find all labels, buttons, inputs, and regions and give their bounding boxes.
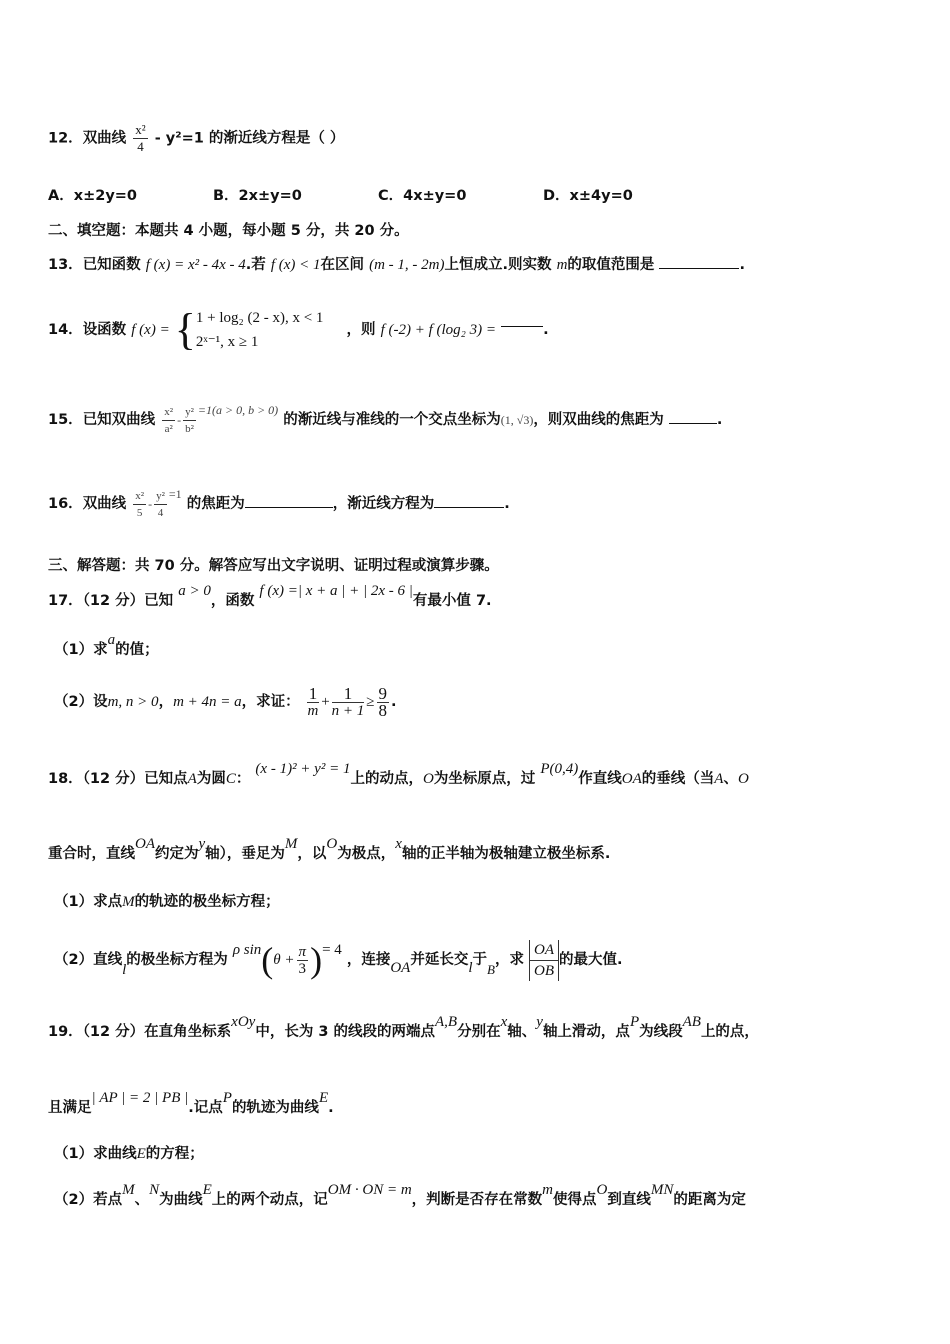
abs-fraction: $\frac{OA}{OB}$ [529,940,559,981]
question-19-part-1: （1）求曲线E的方程； [54,1146,204,1162]
section-3-heading: 三、解答题：共 70 分。解答应写出文字说明、证明过程或演算步骤。 [48,558,499,574]
question-16: 16．双曲线 $\frac{\text{x²}}{5}$ - $\frac{\text{y²}}{4}$ $^{=1}$ 的焦距为 ，渐近线方程为 . [48,487,510,519]
question-19-part-2: （2）若点M、N为曲线E上的两个动点，记OM · ON = m，判断是否存在常数m使得点O到直线MN的距离为定 [54,1182,746,1208]
question-17-part-2: （2）设m, n > 0，m + 4n = a，求证： $\frac{1}{m}$ + $\frac{1}{n + 1}$ ≥ $\frac{9}{8}$ . [54,683,397,720]
question-17-part-1: （1）求a的值； [54,632,159,658]
answer-blank [501,326,543,327]
answer-blank [669,423,717,424]
brace: { [174,305,196,354]
question-18-line-2: 重合时，直线OA约定为y轴），垂足为M，以O为极点，x轴的正半轴为极轴建立极坐标系. [48,836,611,862]
question-12: 12．双曲线 $\frac{\text{x²}}{4}$ - y²=1 的渐近线方程是（ ） [48,122,345,154]
option-c: C．4x±y=0 [378,188,467,204]
question-18: 18．（12 分）已知点A为圆C： (x - 1)² + y² = 1上的动点，O为坐标原点，过 P(0,4)作直线OA的垂线（当A、O [48,761,749,787]
fraction: $\frac{\text{x²}}{\text{a²}}$ [164,405,174,435]
question-19: 19．（12 分）在直角坐标系xOy中，长为 3 的线段的两端点A,B分别在x轴、y轴上滑动，点P为线段AB上的点， [48,1014,759,1040]
question-15: 15．已知双曲线 $\frac{\text{x²}}{\text{a²}}$ - $\frac{\text{y²}}{\text{b²}}$ $^{=1(a > 0, b > 0)}$ 的渐近线与准线的一个交点坐标为(1, √3)，则双曲线的焦距为 . [48,403,723,435]
question-17: 17．（12 分）已知 a > 0，函数 f (x) =| x + a | + | 2x - 6 |有最小值 7. [48,583,492,609]
option-d: D．x±4y=0 [543,188,633,204]
section-2-heading: 二、填空题：本题共 4 小题，每小题 5 分，共 20 分。 [48,223,409,239]
fraction: $\frac{1}{n + 1}$ [331,683,365,719]
answer-blank [659,268,739,269]
fraction: $\frac{1}{m}$ [307,683,319,719]
answer-blank [434,507,504,508]
piecewise-cases: 1 + log₂ (2 - x), x < 1 2ˣ⁻¹, x ≥ 1 [195,310,324,350]
question-12-options [48,186,708,206]
fraction: $\frac{9}{8}$ [378,683,388,720]
question-18-part-1: （1）求点M的轨迹的极坐标方程； [54,894,280,910]
fraction: $\frac{\text{x²}}{4}$ [135,122,146,154]
fraction: $\frac{\text{y²}}{4}$ [156,489,165,519]
option-a: A．x±2y=0 [48,188,138,204]
fraction: $\frac{\text{x²}}{5}$ [135,489,145,519]
question-18-part-2: （2）直线l的极坐标方程为 ρ sin(θ + $\frac{\pi}{3}$ )= 4 ，连接OA并延长交l于B，求 $\frac{OA}{OB}$ 的最大值. [54,940,623,980]
option-b: B．2x±y=0 [213,188,302,204]
fraction: $\frac{\pi}{3}$ [298,943,307,977]
question-13: 13．已知函数 f (x) = x² - 4x - 4.若 f (x) < 1在区间 (m - 1, - 2m)上恒成立.则实数 m的取值范围是 . [48,257,745,273]
fraction: $\frac{\text{y²}}{\text{b²}}$ [185,405,194,435]
question-19-line-2: 且满足| AP | = 2 | PB |.记点P的轨迹为曲线E. [48,1090,334,1116]
question-14: 14．设函数 f (x) = { 1 + log₂ (2 - x), x < 1 2ˣ⁻¹, x ≥ 1 ，则 f (-2) + f (log₂ 3) = . [48,305,549,354]
answer-blank [245,507,333,508]
